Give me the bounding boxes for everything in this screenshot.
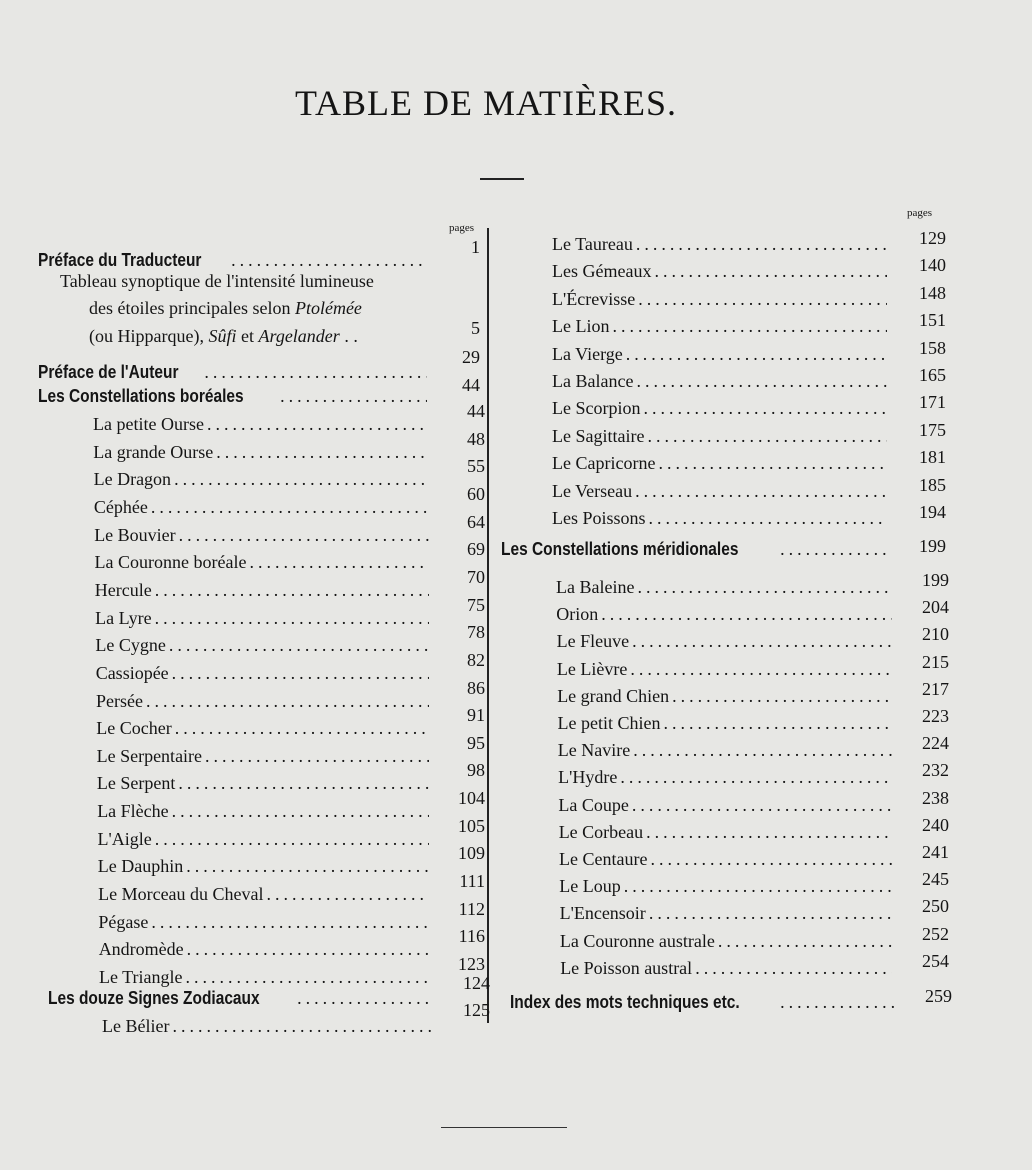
toc-entry[interactable] [552,343,890,365]
toc-entry[interactable] [552,452,890,474]
toc-page-number: 44 [462,375,480,395]
title-rule [480,178,524,180]
leader-dots [151,496,429,518]
toc-entry-label: Le Serpent [96,773,176,794]
toc-entry-label: Le Serpentaire [96,745,203,766]
leader-dots [780,991,899,1013]
toc-entry-label: Index des mots techniques etc. [510,992,740,1012]
toc-entry-label: La Baleine [556,577,635,597]
toc-page-number: 64 [467,511,485,532]
leader-dots [658,452,887,474]
toc-entry[interactable] [552,397,890,419]
toc-entry-belier[interactable] [102,1015,438,1037]
leader-dots [672,685,892,707]
toc-entry[interactable] [558,712,896,734]
toc-entry[interactable] [556,603,895,625]
tableau-author-ptolemee: Ptolémée [294,298,362,318]
tableau-line-3-text-c: et [236,326,259,346]
leader-dots [186,966,430,988]
leader-dots [638,288,887,310]
toc-entry-label: La Balance [552,371,634,391]
leader-dots [601,603,892,625]
toc-page-number: 215 [922,651,949,672]
toc-entry[interactable] [560,930,895,952]
leader-dots [663,712,892,734]
tableau-line-3-text-a: (ou Hipparque), [89,326,209,346]
toc-entry[interactable] [559,875,895,897]
leader-dots [172,800,429,822]
toc-page-number: 112 [458,898,485,919]
toc-entry-label: Orion [556,604,599,625]
toc-entry-label: Le Cocher [96,718,172,739]
leader-dots [624,875,892,897]
toc-page-number: 55 [467,456,485,477]
toc-entry-label: L'Aigle [97,828,152,849]
toc-entry-constellations-boreales[interactable] [38,385,430,407]
leader-dots [636,233,887,255]
toc-page-number: 91 [467,705,485,726]
toc-entry-label: Le Bélier [102,1016,170,1036]
toc-entry-label: Le Corbeau [558,821,644,842]
leader-dots [780,538,890,560]
leader-dots [155,579,429,601]
toc-entry[interactable] [96,717,432,739]
leader-dots [620,766,892,788]
leader-dots [626,343,887,365]
toc-entry-label: Le Morceau du Cheval [98,884,264,905]
toc-entry[interactable] [552,315,890,337]
toc-entry[interactable] [558,739,895,761]
leader-dots [636,370,887,392]
toc-entry-label: Cassiopée [95,662,169,683]
toc-entry[interactable] [98,883,432,905]
toc-entry[interactable] [93,441,432,463]
toc-page-number: 238 [922,787,949,808]
tableau-line-2 [89,297,362,319]
toc-page-number: 224 [922,733,949,754]
toc-page-number: 252 [922,923,949,944]
toc-entry-label: Le Sagittaire [552,425,645,446]
toc-page-number: 29 [462,347,480,367]
toc-entry[interactable] [552,425,890,447]
toc-page-number: 241 [922,842,949,862]
tableau-line-1: Tableau synoptique de l'intensité lumineuse [60,271,374,291]
toc-entry[interactable] [552,370,890,392]
toc-page-number: 151 [919,310,946,331]
leader-dots [174,468,429,490]
toc-entry-label: La Couronne australe [559,930,715,951]
toc-entry-label: Andromède [98,939,184,960]
toc-entry[interactable] [95,579,432,601]
toc-entry[interactable] [94,524,432,546]
toc-page-number: 217 [922,678,949,699]
toc-entry-preface-traducteur[interactable] [38,249,430,271]
toc-entry-label: Le Verseau [552,480,633,501]
leader-dots [179,524,429,546]
toc-entry-label: Le Lion [552,316,610,337]
toc-entry-label: Le Cygne [95,635,166,656]
toc-entry-label: La Flèche [97,801,169,822]
toc-entry[interactable] [98,911,432,933]
leader-dots [637,576,892,598]
tableau-author-argelander: Argelander [258,326,340,346]
toc-page-number: 175 [919,419,946,440]
toc-entry-label: Le Taureau [552,234,633,254]
toc-page-number: 140 [919,255,946,276]
leader-dots [205,745,429,767]
toc-page-number: 124 [463,973,490,993]
toc-entry[interactable] [552,260,890,282]
leader-dots [718,930,892,952]
leader-dots [649,507,887,529]
toc-page-number: 165 [919,365,946,385]
toc-page-number: 75 [467,594,485,615]
toc-page-number: 44 [467,401,485,421]
leader-dots [155,607,429,629]
toc-entry-label: Les Constellations boréales [38,386,244,406]
leader-dots [635,480,887,502]
pages-header-right: pages [907,207,933,219]
toc-entry-label: La petite Ourse [93,414,204,434]
toc-page-number: 69 [467,539,485,560]
leader-dots [172,662,429,684]
leader-dots [216,441,429,463]
leader-dots [280,385,427,407]
toc-page-number: 240 [922,814,949,835]
toc-entry[interactable] [552,288,890,310]
toc-page-number: 194 [919,502,946,522]
toc-entry[interactable] [557,658,895,680]
toc-entry[interactable] [97,745,432,767]
leader-dots [249,551,429,573]
toc-entry-label: L'Encensoir [559,903,646,924]
toc-entry[interactable] [97,772,432,794]
leader-dots [231,249,427,271]
toc-entry[interactable] [94,468,432,490]
bottom-rule [441,1127,567,1128]
toc-entry[interactable] [557,630,895,652]
toc-entry-label: Le Bouvier [94,524,176,545]
toc-page-number: 78 [467,622,485,643]
toc-entry-label: La Couronne boréale [94,552,247,573]
toc-entry-label: Le Poisson austral [560,957,693,978]
toc-entry[interactable] [552,507,890,529]
toc-entry-label: La Lyre [95,607,152,628]
toc-entry-signes-zodiacaux[interactable] [48,987,434,1009]
toc-entry[interactable] [552,480,890,502]
toc-page-number: 48 [467,428,485,449]
toc-entry[interactable] [97,800,432,822]
tableau-line-2-text: des étoiles principales selon [89,298,295,318]
toc-entry[interactable] [94,496,432,518]
leader-dots [207,413,429,435]
toc-entry[interactable] [560,902,895,924]
toc-entry-label: Les Constellations méridionales [501,539,739,559]
leader-dots [187,938,429,960]
toc-entry-label: Le Triangle [99,967,183,987]
leader-dots [267,883,429,905]
toc-entry[interactable] [95,634,432,656]
leader-dots [172,1015,435,1037]
toc-page-number: 148 [919,282,946,303]
toc-entry[interactable] [98,855,432,877]
leader-dots [646,821,892,843]
toc-page-number: 104 [458,788,485,809]
toc-entry-label: Les douze Signes Zodiacaux [48,988,260,1008]
leader-dots [643,397,887,419]
toc-page-number: 259 [925,986,952,1006]
leader-dots [175,717,429,739]
leader-dots [178,772,429,794]
toc-entry-label: Céphée [93,496,148,517]
toc-entry-label: Les Poissons [552,508,646,528]
toc-entry-label: Le Capricorne [552,453,656,474]
toc-entry[interactable] [558,766,895,788]
toc-page-number: 116 [458,926,485,947]
toc-entry-label: La Vierge [552,343,623,364]
toc-entry[interactable] [552,233,890,255]
toc-entry[interactable] [557,685,895,707]
toc-entry[interactable] [559,848,895,870]
toc-page-number: 232 [922,760,949,781]
toc-entry-label: Le Scorpion [552,398,641,419]
toc-entry[interactable] [95,607,432,629]
leader-dots [146,690,429,712]
toc-entry[interactable] [93,413,432,435]
toc-entry-label: Le Lièvre [556,658,628,679]
toc-entry-label: Préface de l'Auteur [38,362,179,382]
toc-entry-label: Le petit Chien [557,713,661,733]
toc-entry-preface-auteur[interactable] [38,361,430,383]
leader-dots [632,630,892,652]
leader-dots [695,957,892,979]
toc-page-number: 250 [922,896,949,917]
toc-entry[interactable] [98,828,433,850]
toc-page-number: 111 [459,871,485,892]
toc-entry[interactable] [556,576,895,598]
toc-page-number: 158 [919,337,946,358]
toc-entry-label: La Coupe [558,794,629,815]
leader-dots [151,911,429,933]
toc-page-number: 210 [922,624,949,645]
leader-dots [186,855,429,877]
toc-page-number: 245 [922,869,949,890]
toc-entry-label: Le Centaure [559,849,648,869]
toc-entry-label: Préface du Traducteur [38,250,202,270]
toc-page-number: 204 [922,597,949,618]
toc-page-number: 223 [922,706,949,726]
toc-page-number: 105 [458,815,485,836]
toc-entry[interactable] [558,794,895,816]
toc-entry[interactable] [96,662,432,684]
toc-entry-label: Les Gémeaux [552,261,652,282]
toc-entry-label: L'Écrevisse [552,288,636,309]
tableau-line-3-text-e: . . [339,326,358,346]
leader-dots [632,794,892,816]
toc-entry[interactable] [559,821,895,843]
toc-page-number: 185 [919,474,946,495]
toc-page-number: 95 [467,732,485,753]
toc-entry-constellations-meridionales[interactable] [501,538,893,560]
toc-entry-label: Le Loup [559,876,621,897]
toc-entry[interactable] [96,690,432,712]
toc-page-number: 123 [458,954,485,974]
toc-entry[interactable] [560,957,895,979]
leader-dots [297,987,431,1009]
pages-header-left: pages [449,222,475,234]
toc-page-number: 254 [922,950,949,971]
leader-dots [169,634,429,656]
leader-dots [654,260,887,282]
toc-entry[interactable] [95,551,433,573]
toc-page-number: 1 [471,237,480,257]
toc-entry-label: Le Navire [557,740,631,761]
toc-entry-label: Pégase [98,911,149,932]
leader-dots [650,848,892,870]
leader-dots [612,315,887,337]
column-divider [487,228,489,1023]
toc-page-number: 171 [919,392,946,413]
toc-entry-label: Hercule [94,579,152,600]
toc-page-number: 86 [467,677,485,698]
toc-page-number: 70 [467,566,485,587]
tableau-line-3[interactable] [89,325,358,347]
toc-entry-label: Le Dauphin [97,856,184,877]
toc-entry-label: L'Hydre [558,767,618,788]
toc-entry[interactable] [99,966,432,988]
toc-entry-label: Le Fleuve [556,631,630,652]
toc-entry-label: Le Dragon [93,469,172,490]
page-title: TABLE DE MATIÈRES. [294,83,678,123]
toc-entry[interactable] [99,938,432,960]
leader-dots [633,739,892,761]
toc-page-number: 82 [467,649,485,670]
toc-page-number: 199 [919,536,946,556]
toc-page-number: 125 [463,1000,490,1020]
toc-page-number: 60 [467,483,485,504]
toc-page-number: 199 [922,570,949,590]
toc-page-number: 109 [458,843,485,864]
toc-page-number: 5 [471,318,480,338]
leader-dots [647,425,887,447]
toc-entry-label: La grande Ourse [93,441,214,462]
leader-dots [204,361,427,383]
toc-entry-label: Persée [96,690,143,711]
leader-dots [155,828,429,850]
leader-dots [630,658,892,680]
toc-entry-index[interactable] [510,991,902,1013]
leader-dots [649,902,892,924]
toc-page-number: 129 [919,228,946,248]
toc-entry-label: Le grand Chien [557,685,670,706]
toc-page-number: 181 [919,447,946,468]
tableau-author-sufi: Sûfi [208,326,237,346]
toc-page-number: 98 [467,760,485,781]
